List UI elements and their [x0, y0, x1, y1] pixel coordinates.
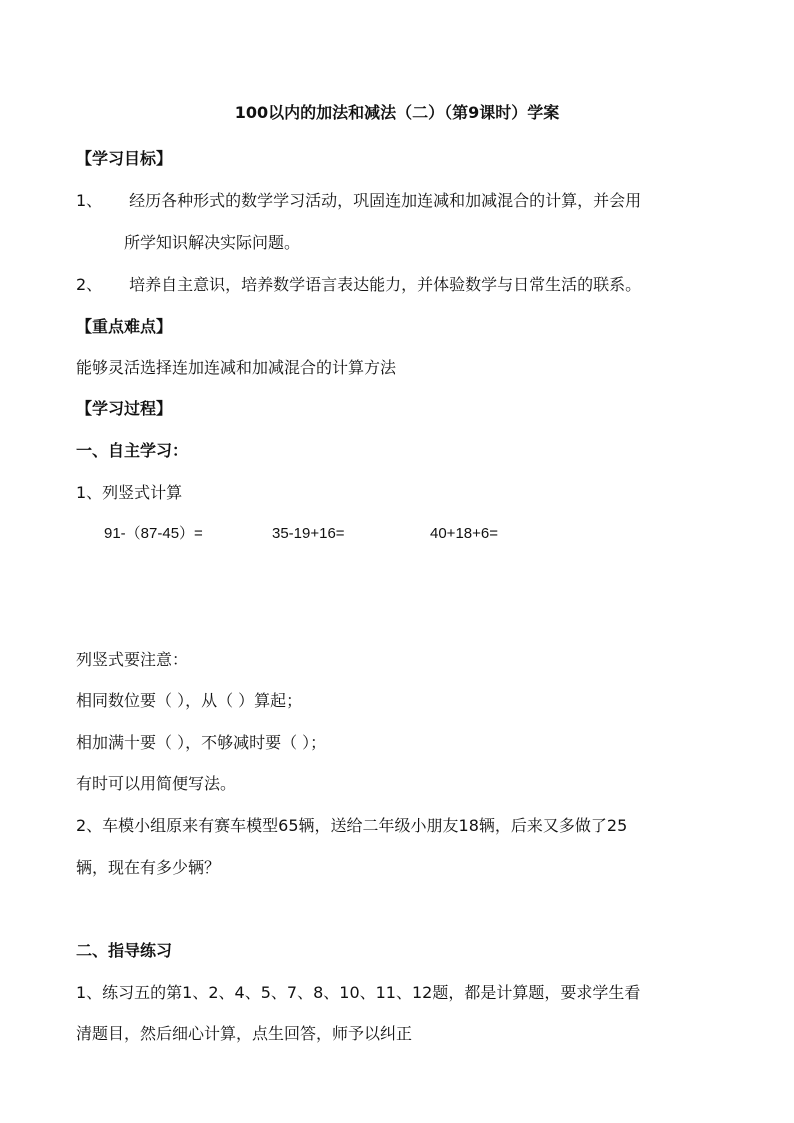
question-2-line-1: 2、车模小组原来有赛车模型65辆，送给二年级小朋友18辆，后来又多做了25: [76, 816, 628, 835]
goal-item-2: [76, 274, 641, 296]
goal-2-text: 培养自主意识，培养数学语言表达能力，并体验数学与日常生活的联系。: [129, 275, 642, 294]
note-3: 有时可以用简便写法。: [76, 774, 237, 793]
page-title: 100以内的加法和减法（二）（第9课时）学案: [234, 103, 560, 122]
note-1: 相同数位要（ ），从（ ）算起；: [76, 691, 303, 710]
expression-3: 40+18+6=: [430, 525, 498, 542]
guided-practice-heading: 二、指导练习: [76, 941, 173, 960]
expression-2: 35-19+16=: [272, 525, 345, 542]
key-points-heading: 【重点难点】: [76, 317, 173, 336]
self-study-heading: 一、自主学习：: [76, 441, 189, 460]
process-heading: 【学习过程】: [76, 399, 173, 418]
practice-line-1: 1、练习五的第1、2、4、5、7、8、10、11、12题，都是计算题，要求学生看: [76, 983, 641, 1002]
practice-line-2: 清题目，然后细心计算，点生回答，师予以纠正: [76, 1024, 413, 1043]
note-2: 相加满十要（ ），不够减时要（ ）；: [76, 733, 327, 752]
goal-item-1-continued: 所学知识解决实际问题。: [124, 233, 301, 252]
goal-1-text: 经历各种形式的数学学习活动，巩固连加连减和加减混合的计算，并会用: [129, 191, 642, 210]
goal-2-number: 2、: [76, 275, 103, 294]
expression-1: 91-（87-45）=: [104, 525, 203, 542]
question-2-line-2: 辆，现在有多少辆？: [76, 858, 221, 877]
notes-title: 列竖式要注意：: [76, 650, 189, 669]
goal-item-1: [76, 190, 641, 212]
goals-heading: 【学习目标】: [76, 149, 173, 168]
key-points-text: 能够灵活选择连加连减和加减混合的计算方法: [76, 358, 397, 377]
goal-1-number: 1、: [76, 191, 103, 210]
question-1-label: 1、列竖式计算: [76, 483, 183, 502]
